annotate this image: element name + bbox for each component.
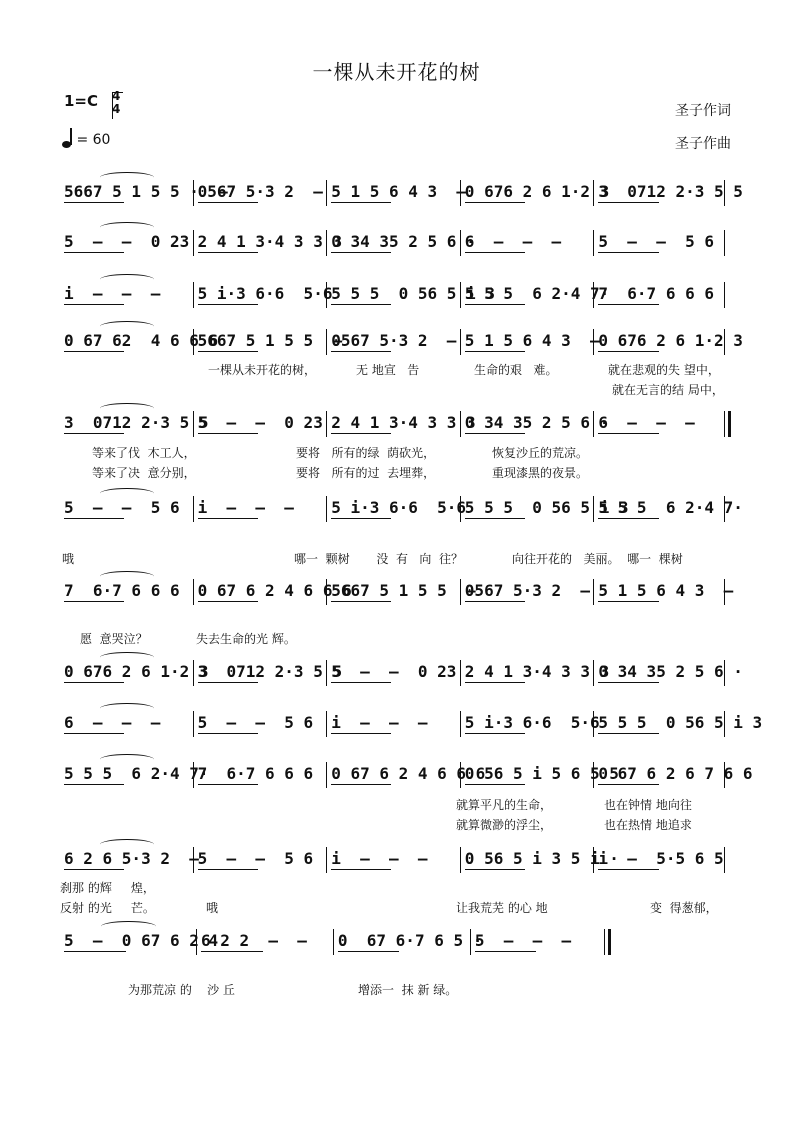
tie-arc [100,403,153,414]
beam-line [465,682,525,683]
barline [460,496,461,522]
staff-row [60,760,753,788]
measure: 6 – – – [598,413,695,432]
lyric-line: 恢复沙丘的荒凉。 [492,446,589,460]
measure: 0 34 35 2 5 6 · [598,662,743,681]
beam-line [465,252,525,253]
measure: 6 – – – [464,232,562,251]
beam-line [331,784,391,785]
tie-arc [100,839,153,850]
measure: i – – – [64,284,161,303]
barline [193,847,194,873]
barline [333,929,334,955]
barline [724,411,725,437]
measure: 5 i·3 6·6 5·6 [197,284,333,303]
barline [593,496,594,522]
measure: 3 0712 2·3 5 5 [598,182,743,201]
beam-line [465,784,525,785]
tie-arc [100,703,153,714]
beam-line [64,252,124,253]
beam-line [64,951,126,952]
barline [460,660,461,686]
barline [593,660,594,686]
measure: 5 5 5 6 2·4 7· [598,498,743,517]
lyric-line: 变 得葱郁， [650,901,718,915]
barline [593,579,594,605]
barline [593,282,594,308]
lyric-line: 无 地宣 告 [356,363,420,377]
barline [193,180,194,206]
barline [724,329,725,355]
measure: i – – – [331,849,428,868]
lyric-line: 也在热情 地追求 [604,818,692,832]
barline [460,762,461,788]
measure: 5 i·3 6·6 5·6 [464,713,600,732]
barline [196,929,197,955]
barline [193,282,194,308]
lyricist-credit: 圣子作词 [675,103,731,119]
barline [193,660,194,686]
beam-line [64,304,124,305]
beam-line [598,202,658,203]
lyric-line: 就在无言的结 局中， [612,383,724,397]
barline [724,496,725,522]
barline [193,579,194,605]
lyric-line: 让我荒芜 的心 地 [456,901,548,915]
beam-line [198,252,258,253]
measure: 0 676 2 6 1·2 3 [464,182,610,201]
measure: 0 676 2 6 1·2 3 [598,331,743,350]
barline [593,411,594,437]
barline [724,180,725,206]
measure: 5 1 5 6 4 3 – [598,581,734,600]
beam-line [465,304,525,305]
barline [326,180,327,206]
time-signature [112,90,120,116]
staff-row [60,845,728,873]
measure: 7 6·7 6 6 6 [64,581,180,600]
lyric-line: 哦 [62,552,75,566]
lyric-line: 重现漆黑的夜景。 [492,466,589,480]
tie-arc [100,652,153,663]
barline [193,411,194,437]
measure: 6 2 6 5·3 2 – [64,849,199,868]
tie-arc [100,321,153,332]
staff-row [60,409,728,437]
measure: 2 4 1 3·4 3 3 3 [197,232,343,251]
barline [326,496,327,522]
beam-line [64,351,124,352]
beam-line [198,733,258,734]
beam-line [64,433,124,434]
beam-line [198,601,258,602]
measure: 5 5 5 0 56 5 i 3 [464,498,629,517]
final-barline [604,929,605,955]
lyric-line: 就在悲观的失 望中， [608,363,720,377]
measure: 0 67 6 2 4 6 6 6 [197,581,352,600]
beam-line [598,733,658,734]
barline [724,762,725,788]
measure: 5 – – 5 6 [598,232,714,251]
beam-line [201,951,263,952]
beam-line [331,733,391,734]
measure: 0 67 62 4 6 6 6 [64,331,219,350]
lyric-line: 哪一 颗树 没 有 向 往？ [294,552,464,566]
beam-line [331,682,391,683]
measure: 5 – – – [474,931,572,950]
barline [326,660,327,686]
beam-line [598,518,658,519]
beam-line [598,784,658,785]
barline [193,329,194,355]
beam-line [465,869,525,870]
tempo-marking [62,128,110,148]
lyric-line: 失去生命的光 辉。 [196,632,296,646]
beam-line [465,351,525,352]
lyric-line: 就算平凡的生命， [456,798,553,812]
measure: 0567 5·3 2 – [464,581,591,600]
beam-line [331,518,391,519]
beam-line [198,433,258,434]
barline [460,579,461,605]
beam-line [198,518,258,519]
time-signature-top: 4 [112,89,121,103]
beam-line [331,252,391,253]
lyric-line: 为那荒凉 的 沙 丘 [128,983,235,997]
barline [593,847,594,873]
barline [593,230,594,256]
beam-line [331,351,391,352]
measure: 0 34 35 2 5 6 · [464,413,610,432]
song-title: 一棵从未开花的树 [312,60,481,84]
beam-line [64,518,124,519]
staff-row [60,327,743,355]
measure: 5 5 5 0 56 5 i 3 [331,284,495,303]
barline [460,180,461,206]
staff-row [60,494,743,522]
measure: 5 5 5 6 2·4 7· [464,284,610,303]
beam-line [598,304,658,305]
beam-line [331,304,391,305]
barline [470,929,471,955]
lyric-line: 哦 [206,901,219,915]
key-signature: 1=C [64,92,99,110]
beam-line [465,518,525,519]
barline [193,762,194,788]
measure: 0 67 6·7 6 5 · [337,931,483,950]
measure: 0 67 6 2 6 7 6 6 [598,764,753,783]
beam-line [64,601,124,602]
beam-line [598,351,658,352]
barline [326,847,327,873]
measure: 7 6·7 6 6 6 [197,764,314,783]
beam-line [198,202,258,203]
lyric-line: 生命的艰 难。 [474,363,558,377]
measure: 5667 5 1 5 5 · – [64,182,228,201]
beam-line [598,869,658,870]
lyric-line: 愿 意哭泣？ [80,632,148,646]
staff-row [60,228,728,256]
quarter-note-icon [62,128,72,148]
beam-line [198,784,258,785]
barline [326,329,327,355]
barline [460,230,461,256]
beam-line [331,202,391,203]
lyric-line: 等来了伐 木工人， [92,446,196,460]
beam-line [598,682,658,683]
lyric-line: 增添一 抹 新 绿。 [358,983,458,997]
measure: i – – – [331,713,428,732]
barline [460,847,461,873]
measure: 5667 5 1 5 5 – [331,581,476,600]
tie-arc [100,172,153,183]
beam-line [465,601,525,602]
barline [593,762,594,788]
lyric-line: 要将 所有的绿 荫砍光， [296,446,436,460]
time-signature-bottom: 4 [112,102,121,116]
barline [724,579,725,605]
measure: 6 2 2 – – [200,931,307,950]
staff-row [60,709,763,737]
staff-row [60,658,743,686]
lyric-line: 反射 的光 芒。 [60,901,155,915]
barline [460,711,461,737]
barline [724,230,725,256]
barline [193,711,194,737]
measure: 0 676 2 6 1·2 3 [64,662,209,681]
barline [460,282,461,308]
beam-line [598,252,658,253]
barline [460,329,461,355]
measure: 5 – – 5 6 [197,849,314,868]
barline [326,579,327,605]
tie-arc [100,274,153,285]
measure: 5667 5 1 5 5 – [197,331,343,350]
barline [724,660,725,686]
measure: i – 5·5 6 5 [598,849,724,868]
measure: 5 1 5 6 4 3 – [464,331,600,350]
barline [460,411,461,437]
beam-line [64,733,124,734]
barline [326,282,327,308]
staff-row [60,178,743,206]
lyric-line: 就算微渺的浮尘， [456,818,553,832]
tie-arc [101,921,156,932]
measure: 0567 5·3 2 – [197,182,323,201]
measure: 0 67 6 2 4 6 6 6 [331,764,486,783]
beam-line [64,682,124,683]
tempo-value: = 60 [76,132,111,148]
measure: 0567 5·3 2 – [331,331,457,350]
tie-arc [100,571,153,582]
measure: 0 56 5 i 3 5 i · [464,849,619,868]
beam-line [338,951,400,952]
lyric-line: 要将 所有的过 去埋葬， [296,466,436,480]
barline [724,282,725,308]
beam-line [64,869,124,870]
staff-row [60,280,728,308]
measure: 3 0712 2·3 5 5 [64,413,209,432]
measure: 5 – – 5 6 [197,713,314,732]
measure: 5 5 5 6 2·4 7· [64,764,209,783]
measure: 7 6·7 6 6 6 [598,284,714,303]
beam-line [64,784,124,785]
lyric-line: 刹那 的辉 煌， [60,881,155,895]
measure: i – – – [197,498,294,517]
measure: 0 56 5 i 5 6 5 5 [464,764,619,783]
measure: 0 34 35 2 5 6 · [331,232,476,251]
barline [593,329,594,355]
beam-line [198,304,258,305]
measure: 5 5 5 0 56 5 i 3 [598,713,763,732]
barline [724,711,725,737]
barline [724,847,725,873]
tie-arc [100,754,153,765]
beam-line [331,869,391,870]
lyric-line: 等来了决 意分别， [92,466,196,480]
beam-line [198,682,258,683]
beam-line [198,351,258,352]
beam-line [64,202,124,203]
staff-row [60,577,734,605]
barline [326,411,327,437]
beam-line [465,733,525,734]
lyric-line: 也在钟情 地向往 [604,798,692,812]
measure: 2 4 1 3·4 3 3 3 [331,413,476,432]
lyric-line: 一棵从未开花的树， [208,363,317,377]
composer-credit: 圣子作曲 [675,136,731,152]
beam-line [465,202,525,203]
beam-line [465,433,525,434]
beam-line [598,433,658,434]
measure: 5 – – 5 6 [64,498,180,517]
beam-line [198,869,258,870]
barline [326,230,327,256]
measure: 2 4 1 3·4 3 3 3 [464,662,610,681]
beam-line [598,601,658,602]
barline [593,711,594,737]
measure: 3 0712 2·3 5 5 [197,662,343,681]
barline [193,496,194,522]
beam-line [331,433,391,434]
measure: 5 – – 0 23 [64,232,190,251]
measure: 6 – – – [64,713,161,732]
measure: 5 1 5 6 4 3 – [331,182,467,201]
beam-line [331,601,391,602]
measure: 5 – – 0 23 [331,662,457,681]
barline [593,180,594,206]
lyric-line: 向往开花的 美丽。 哪一 棵树 [512,552,683,566]
staff-row [60,927,728,955]
measure: 5 – – 0 23 [197,413,323,432]
measure: 5 i·3 6·6 5·6 [331,498,467,517]
measure: 5 – 0 67 6 2 4 [64,931,219,950]
barline [326,762,327,788]
tie-arc [100,222,153,233]
barline [193,230,194,256]
beam-line [475,951,537,952]
tie-arc [100,488,153,499]
barline [326,711,327,737]
